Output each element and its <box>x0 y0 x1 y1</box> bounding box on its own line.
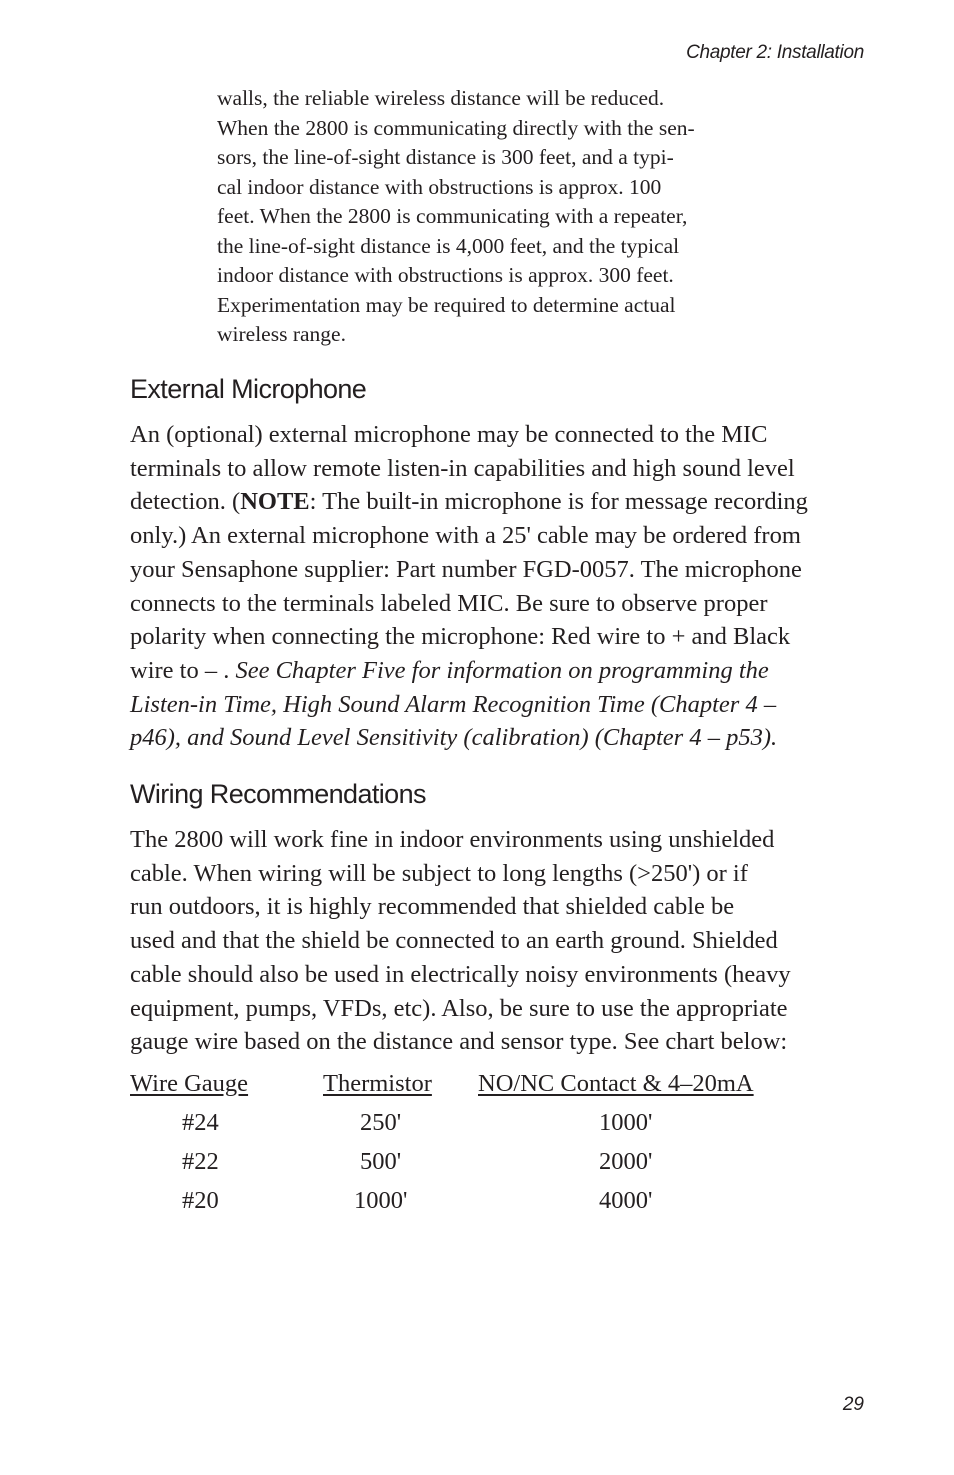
column-header-wire-gauge: Wire Gauge <box>130 1070 249 1097</box>
intro-line: When the 2800 is communicating directly with the sen- <box>217 115 695 140</box>
paragraph-line: cable should also be used in electrically noisy environments (heavy <box>130 960 791 988</box>
paragraph-line: used and that the shield be connected to an earth ground. Shielded <box>130 927 778 955</box>
chapter-reference: p46), and Sound Level Sensitivity (calibration) (Chapter 4 – p53). <box>130 724 778 752</box>
table-cell-thermistor: 250' <box>360 1109 402 1136</box>
paragraph-line: gauge wire based on the distance and sensor type. See chart below: <box>130 1028 788 1056</box>
intro-line: sors, the line-of-sight distance is 300 feet, and a typi- <box>217 145 674 169</box>
paragraph-line: An (optional) external microphone may be connected to the MIC <box>130 421 768 448</box>
paragraph-line: The 2800 will work fine in indoor environments using unshielded <box>130 826 775 853</box>
line-text: detection. ( <box>130 488 241 516</box>
table-cell-gauge: #22 <box>182 1148 219 1175</box>
intro-line: wireless range. <box>217 322 346 346</box>
table-cell-thermistor: 500' <box>360 1148 402 1175</box>
chapter-reference: Listen-in Time, High Sound Alarm Recognition Time (Chapter 4 – <box>130 690 777 718</box>
paragraph-line: terminals to allow remote listen-in capabilities and high sound level <box>130 454 795 482</box>
paragraph-line: only.) An external microphone with a 25' cable may be ordered from <box>130 522 801 550</box>
table-cell-contact: 4000' <box>599 1187 653 1214</box>
running-header: Chapter 2: Installation <box>686 42 864 63</box>
intro-line: feet. When the 2800 is communicating with a repeater, <box>217 204 688 228</box>
paragraph-line <box>130 485 890 519</box>
paragraph-line: polarity when connecting the microphone: Red wire to + and Black <box>130 623 791 651</box>
paragraph-line: cable. When wiring will be subject to long lengths (>250') or if <box>130 859 748 887</box>
line-text: wire to – . <box>130 656 236 684</box>
paragraph-line: your Sensaphone supplier: Part number FGD-0057. The microphone <box>130 555 802 583</box>
chapter-reference: See Chapter Five for information on programming the <box>235 656 769 684</box>
paragraph-line: equipment, pumps, VFDs, etc). Also, be sure to use the appropriate <box>130 994 788 1022</box>
table-cell-contact: 1000' <box>599 1109 653 1136</box>
external-microphone-paragraph <box>130 418 890 755</box>
intro-line: the line-of-sight distance is 4,000 feet, and the typical <box>217 233 680 258</box>
table-cell-gauge: #20 <box>182 1187 219 1214</box>
note-label: NOTE <box>240 488 310 516</box>
paragraph-line <box>130 721 890 755</box>
intro-line: cal indoor distance with obstructions is approx. 100 <box>217 174 662 199</box>
paragraph-line <box>130 688 890 722</box>
paragraph-line: connects to the terminals labeled MIC. Be sure to observe proper <box>130 589 768 617</box>
line-text: : The built-in microphone is for message recording <box>309 488 808 516</box>
column-header-thermistor: Thermistor <box>323 1070 432 1097</box>
paragraph-line: run outdoors, it is highly recommended that shielded cable be <box>130 893 735 921</box>
wiring-paragraph <box>130 823 890 1059</box>
intro-line: Experimentation may be required to determine actual <box>217 292 676 317</box>
paragraph-line <box>130 654 890 688</box>
intro-line: indoor distance with obstructions is approx. 300 feet. <box>217 263 674 287</box>
intro-line: walls, the reliable wireless distance will be reduced. <box>217 86 665 110</box>
external-microphone-heading: External Microphone <box>130 374 367 404</box>
table-cell-contact: 2000' <box>599 1148 653 1175</box>
table-cell-gauge: #24 <box>182 1109 219 1136</box>
column-header-contact: NO/NC Contact & 4–20mA <box>478 1070 754 1097</box>
intro-paragraph <box>217 84 777 350</box>
wiring-recommendations-heading: Wiring Recommendations <box>130 779 426 809</box>
table-cell-thermistor: 1000' <box>354 1187 408 1214</box>
page-number: 29 <box>842 1394 864 1415</box>
